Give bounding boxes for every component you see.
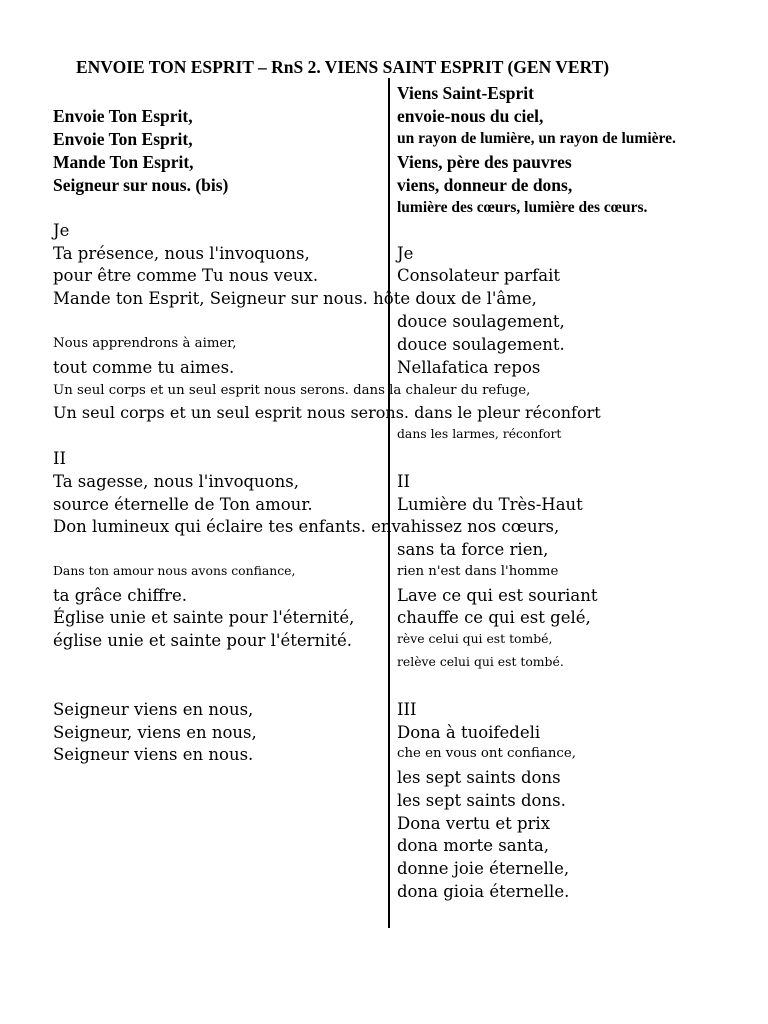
verse-line: Don lumineux qui éclaire tes enfants. envahissez nos cœurs, [53, 517, 560, 536]
verse-line: les sept saints dons. [397, 791, 566, 810]
verse-label: II [53, 449, 67, 468]
document-title: ENVOIE TON ESPRIT – RnS 2. VIENS SAINT ESPRIT (GEN VERT) [76, 57, 610, 77]
verse-line: Mande ton Esprit, Seigneur sur nous. hôte doux de l'âme, [53, 289, 537, 308]
verse-line: tout comme tu aimes. [53, 358, 235, 377]
verse-line: sans ta force rien, [397, 540, 549, 559]
ending-line: Seigneur viens en nous, [53, 700, 254, 719]
verse-line: dona gioia éternelle. [397, 882, 570, 901]
verse-line: Nous apprendrons à aimer, [53, 336, 237, 351]
refrain-line: Mande Ton Esprit, [53, 152, 194, 172]
verse-label: III [397, 700, 417, 719]
verse-line: Église unie et sainte pour l'éternité, [53, 608, 355, 627]
ending-line: Seigneur viens en nous. [53, 745, 254, 764]
verse-line: Ta présence, nous l'invoquons, [53, 244, 310, 263]
intro-line: Viens Saint-Esprit [397, 83, 534, 103]
verse-line: Ta sagesse, nous l'invoquons, [53, 472, 299, 491]
verse-line: source éternelle de Ton amour. [53, 495, 313, 514]
verse-label: Je [53, 221, 70, 240]
intro-line: lumière des cœurs, lumière des cœurs. [397, 199, 648, 216]
verse-line: pour être comme Tu nous veux. [53, 266, 319, 285]
verse-line: Nellafatica repos [397, 358, 541, 377]
ending-line: Seigneur, viens en nous, [53, 723, 257, 742]
verse-line: Lave ce qui est souriant [397, 586, 598, 605]
verse-line: ta grâce chiffre. [53, 586, 188, 605]
verse-line: donne joie éternelle, [397, 859, 570, 878]
verse-line: les sept saints dons [397, 768, 561, 787]
verse-line: che en vous ont confiance, [397, 746, 576, 761]
verse-label: Je [397, 244, 414, 263]
verse-line: Un seul corps et un seul esprit nous serons. dans le pleur réconfort [53, 403, 601, 422]
verse-line: dona morte santa, [397, 836, 549, 855]
verse-line: Dona à tuoifedeli [397, 723, 541, 742]
verse-line: rève celui qui est tombé, [397, 631, 553, 646]
intro-line: viens, donneur de dons, [397, 175, 573, 195]
refrain-line: Envoie Ton Esprit, [53, 106, 193, 126]
verse-line: Lumière du Très-Haut [397, 495, 583, 514]
verse-line: relève celui qui est tombé. [397, 654, 564, 669]
intro-line: envoie-nous du ciel, [397, 106, 544, 126]
verse-line: dans les larmes, réconfort [397, 426, 562, 441]
verse-line: douce soulagement. [397, 335, 565, 354]
verse-line: douce soulagement, [397, 312, 565, 331]
verse-line: Dona vertu et prix [397, 814, 551, 833]
verse-label: II [397, 472, 411, 491]
intro-line: un rayon de lumière, un rayon de lumière. [397, 130, 676, 147]
verse-line: Un seul corps et un seul esprit nous serons. dans la chaleur du refuge, [53, 383, 531, 398]
refrain-line: Envoie Ton Esprit, [53, 129, 193, 149]
verse-line: rien n'est dans l'homme [397, 564, 559, 579]
verse-line: Consolateur parfait [397, 266, 560, 285]
verse-line: Dans ton amour nous avons confiance, [53, 563, 296, 578]
verse-line: église unie et sainte pour l'éternité. [53, 631, 353, 650]
column-divider [388, 78, 390, 928]
verse-line: chauffe ce qui est gelé, [397, 608, 591, 627]
refrain-line: Seigneur sur nous. (bis) [53, 175, 229, 195]
intro-line: Viens, père des pauvres [397, 152, 572, 172]
